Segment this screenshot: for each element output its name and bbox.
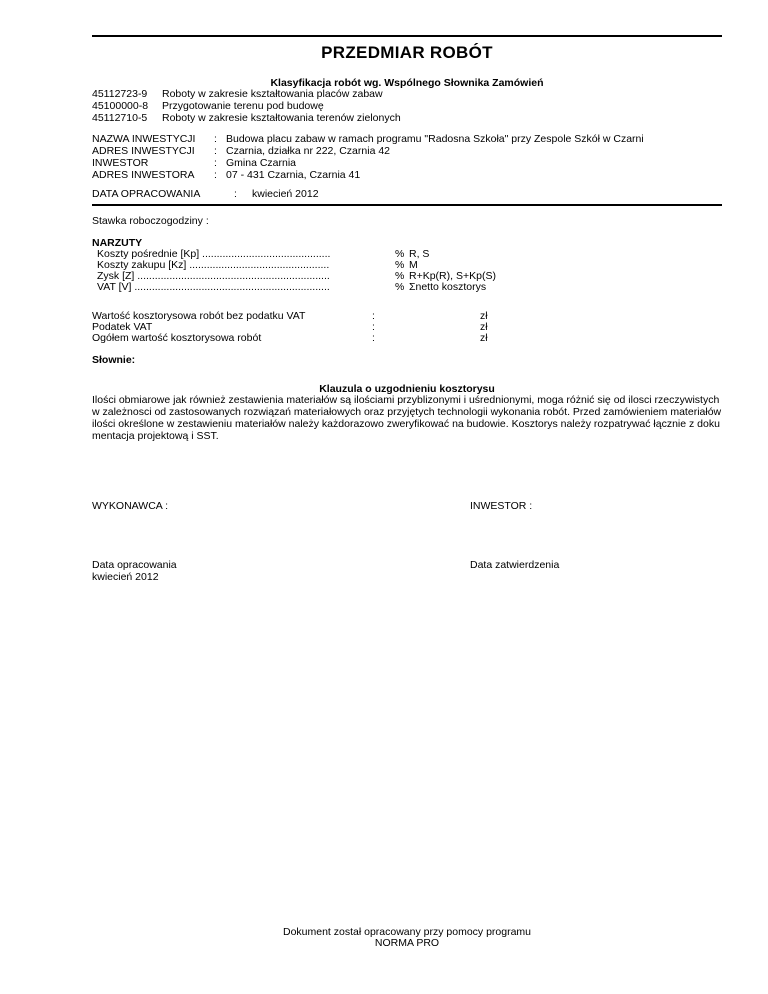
- date-label: DATA OPRACOWANIA: [92, 188, 201, 200]
- labor-rate: Stawka roboczogodziny :: [92, 215, 209, 227]
- prep-date-value: kwiecień 2012: [92, 571, 159, 583]
- info-label: INWESTOR: [92, 157, 149, 169]
- contractor-label: WYKONAWCA :: [92, 500, 169, 512]
- cpv-code: 45112723-9: [92, 88, 148, 100]
- info-value: Gmina Czarnia: [226, 157, 297, 169]
- approval-date-label: Data zatwierdzenia: [470, 559, 560, 571]
- total-unit: zł: [480, 332, 488, 344]
- info-row-investor-address: [92, 169, 360, 181]
- total-unit: zł: [480, 310, 488, 322]
- markup-name: Koszty zakupu [Kz] ................................................: [97, 259, 330, 271]
- section-rule: [92, 204, 722, 206]
- cpv-code: 45112710-5: [92, 112, 148, 124]
- info-separator: :: [214, 145, 217, 157]
- markup-name: Zysk [Z] ..................................................................: [97, 270, 330, 282]
- info-separator: :: [214, 157, 217, 169]
- investor-label: INWESTOR :: [470, 500, 533, 512]
- total-separator: :: [372, 321, 375, 333]
- info-value: Czarnia, działka nr 222, Czarnia 42: [226, 145, 391, 157]
- info-row-investment-address: [92, 145, 390, 157]
- date-value: kwiecień 2012: [252, 188, 319, 200]
- info-separator: :: [214, 133, 217, 145]
- clause-line: w zależnosci od zastosowanych rozwiązań materiałowych oraz przyjętych technologii wykonania robót. Przed zamówieniem materiałów: [92, 406, 722, 418]
- total-label: Ogółem wartość kosztorysowa robót: [92, 332, 262, 344]
- markup-basis: Σnetto kosztorys: [409, 281, 487, 293]
- cpv-desc: Przygotowanie terenu pod budowę: [162, 100, 324, 112]
- total-row: [92, 332, 488, 344]
- total-label: Podatek VAT: [92, 321, 153, 333]
- info-label: NAZWA INWESTYCJI: [92, 133, 196, 145]
- markup-unit: %: [395, 259, 405, 271]
- info-label: ADRES INWESTORA: [92, 169, 195, 181]
- markups-heading: NARZUTY: [92, 237, 143, 249]
- words-label: Słownie:: [92, 354, 136, 366]
- total-label: Wartość kosztorysowa robót bez podatku VAT: [92, 310, 306, 322]
- total-separator: :: [372, 332, 375, 344]
- info-row-investment-name: [92, 133, 644, 145]
- classification-heading: Klasyfikacja robót wg. Wspólnego Słownika Zamówień: [270, 77, 544, 89]
- markup-unit: %: [395, 281, 405, 293]
- clause-heading: Klauzula o uzgodnieniu kosztorysu: [319, 383, 495, 395]
- classification-row: [92, 112, 401, 124]
- markup-row: [97, 281, 486, 293]
- markup-basis: M: [409, 259, 418, 271]
- classification-row: [92, 100, 324, 112]
- info-label: ADRES INWESTYCJI: [92, 145, 195, 157]
- footer-line-1: Dokument został opracowany przy pomocy programu: [282, 926, 532, 938]
- info-value: 07 - 431 Czarnia, Czarnia 41: [226, 169, 361, 181]
- footer-line-2: NORMA PRO: [374, 937, 440, 949]
- total-separator: :: [372, 310, 375, 322]
- date-row: [92, 188, 319, 200]
- markup-name: VAT [V] ...................................................................: [97, 281, 330, 293]
- page-title: PRZEDMIAR ROBÓT: [321, 43, 493, 62]
- info-separator: :: [214, 169, 217, 181]
- markup-basis: R, S: [409, 248, 430, 260]
- markup-name: Koszty pośrednie [Kp] ............................................: [97, 248, 331, 260]
- cpv-code: 45100000-8: [92, 100, 149, 112]
- clause-line: ilości określone w zestawieniu materiałów należy każdorazowo zweryfikować na budowie. Kosztorys należy rozpatrywać łącznie z doku: [92, 418, 720, 430]
- cpv-desc: Roboty w zakresie kształtowania terenów zielonych: [162, 112, 401, 124]
- info-row-investor: [92, 157, 296, 169]
- total-unit: zł: [480, 321, 488, 333]
- top-rule: [92, 35, 722, 37]
- clause-text: [92, 394, 722, 442]
- cpv-desc: Roboty w zakresie kształtowania placów zabaw: [162, 88, 383, 100]
- info-value: Budowa placu zabaw w ramach programu "Radosna Szkoła" przy Zespole Szkół w Czarni: [226, 133, 644, 145]
- clause-line: Ilości obmiarowe jak również zestawienia materiałów są ilościami przyblizonymi i uśrednionymi, moga różnić się od ilosci rzeczywistych: [92, 394, 720, 406]
- prep-date-label: Data opracowania: [92, 559, 177, 571]
- date-separator: :: [234, 188, 237, 200]
- markup-basis: R+Kp(R), S+Kp(S): [409, 270, 496, 282]
- markup-unit: %: [395, 270, 405, 282]
- classification-row: [92, 88, 383, 100]
- clause-line: mentacja projektową i SST.: [92, 430, 219, 442]
- markup-unit: %: [395, 248, 405, 260]
